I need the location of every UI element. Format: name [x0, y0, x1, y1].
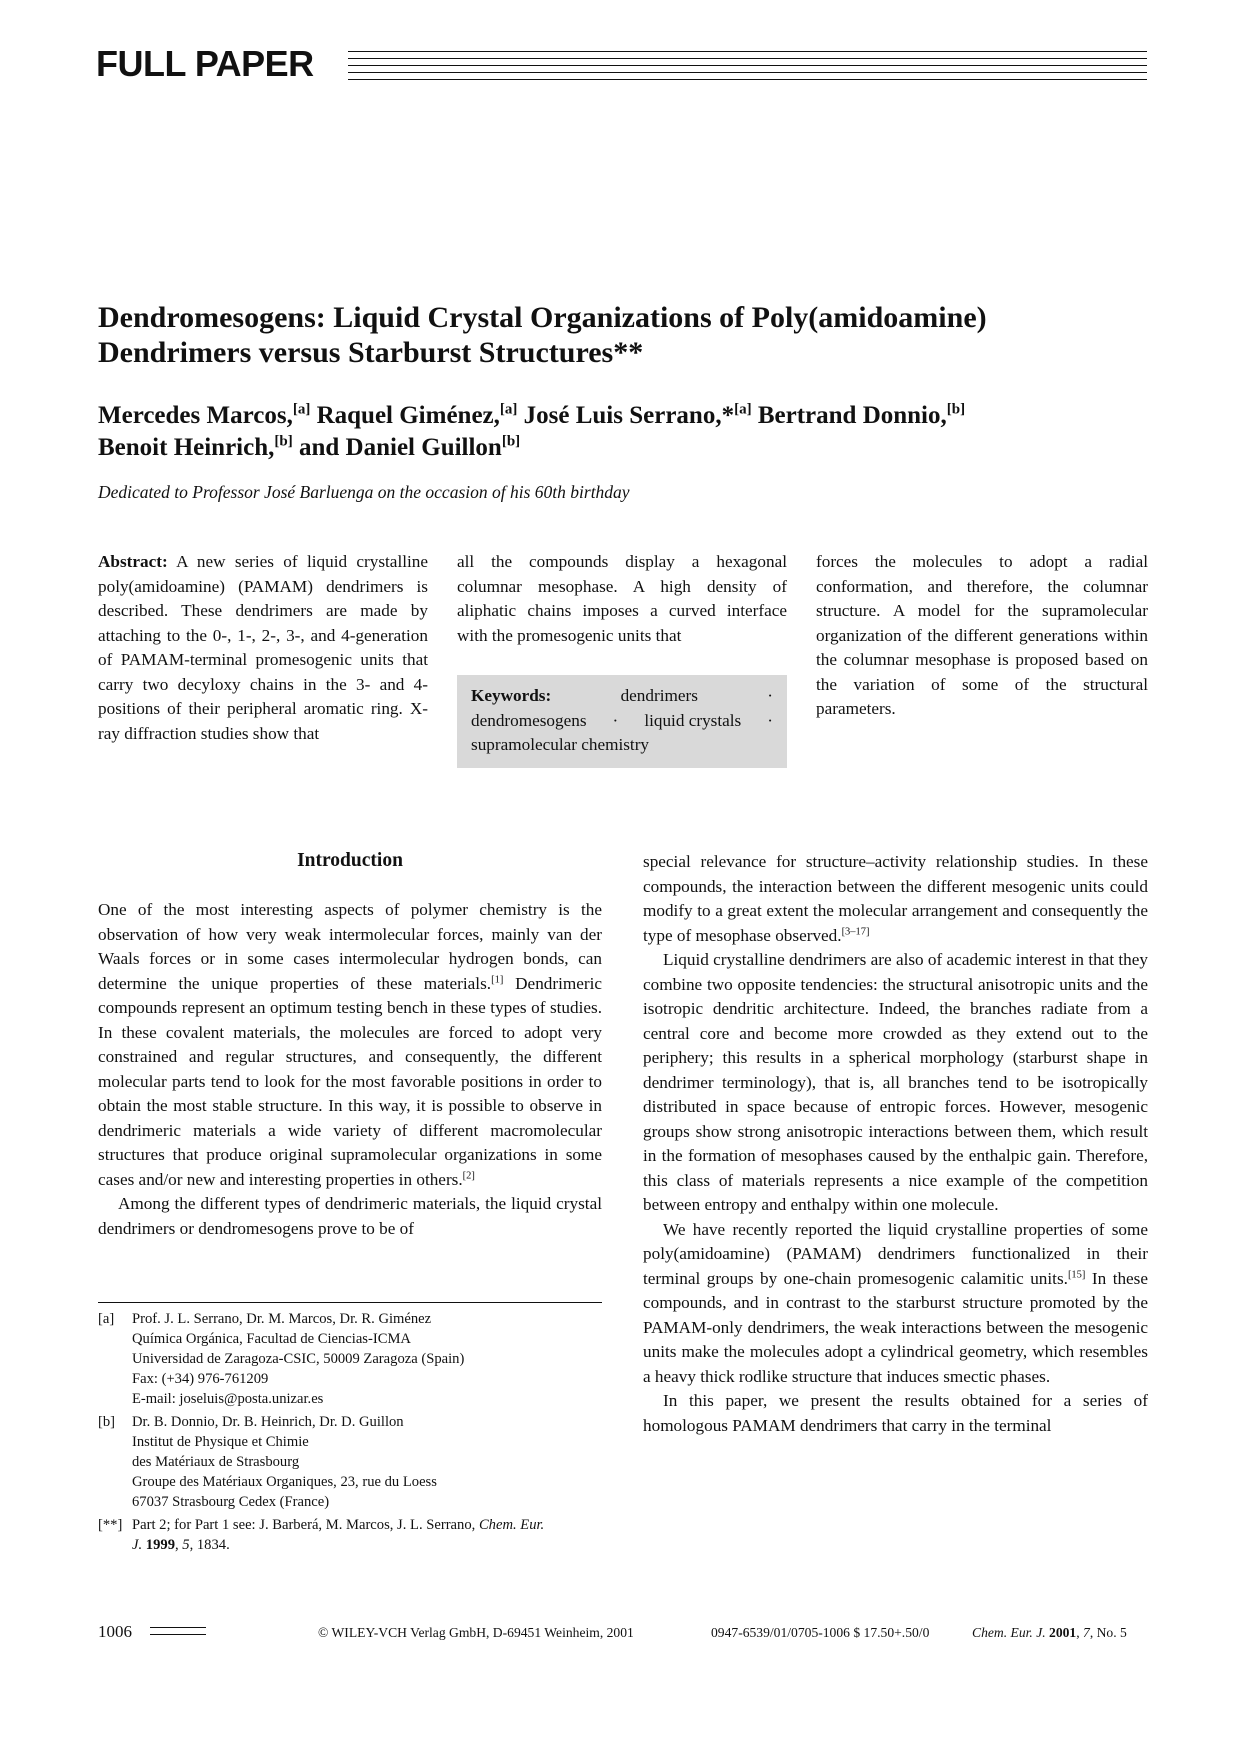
- paragraph: In this paper, we present the results obtained for a series of homologous PAMAM dendrimers that carry in the terminal: [643, 1391, 1148, 1435]
- page-number: 1006: [98, 1622, 132, 1641]
- dedication: Dedicated to Professor José Barluenga on the occasion of his 60th birthday: [98, 482, 630, 502]
- author-name: Bertrand Donnio,: [757, 402, 947, 429]
- footnote-text: [132, 1515, 544, 1555]
- footnote-line: Groupe des Matériaux Organiques, 23, rue du Loess: [132, 1474, 437, 1490]
- citation: [3–17]: [841, 925, 870, 937]
- journal-name: J.: [132, 1537, 143, 1553]
- footnote-line: E-mail: joseluis@posta.unizar.es: [132, 1391, 324, 1407]
- keywords-row: [471, 733, 773, 758]
- citation-volume: 5: [182, 1537, 190, 1553]
- paragraph: [643, 850, 1148, 948]
- footnote-mark: [a]: [98, 1311, 115, 1327]
- abstract-text: all the compounds display a hexagonal columnar mesophase. A high density of aliphatic chains imposes a curved interface with the promesogenic units that: [457, 552, 787, 645]
- section-label: FULL PAPER: [96, 43, 314, 84]
- footnote-line: Institut de Physique et Chimie: [132, 1434, 309, 1450]
- section-heading: Introduction: [297, 850, 403, 871]
- footnote-line: Fax: (+34) 976-761209: [132, 1371, 269, 1387]
- author-name: Daniel Guillon: [345, 434, 502, 461]
- author-name: Benoit Heinrich,: [98, 434, 275, 461]
- keyword: dendromesogens: [471, 710, 587, 730]
- abstract-column-3: [816, 550, 1148, 722]
- paragraph-text: special relevance for structure–activity relationship studies. In these compounds, the interaction between the different mesogenic units could modify to a great extent the molecular arrangement and consequently the type of mesophase observed.: [643, 852, 1148, 945]
- footer-rule: [150, 1627, 206, 1628]
- footnote-mark: [**]: [98, 1517, 123, 1533]
- affiliation-mark: [a]: [499, 401, 518, 418]
- footnote-line: [132, 1515, 544, 1535]
- affiliation-mark: [a]: [734, 401, 752, 418]
- footnote-line: Prof. J. L. Serrano, Dr. M. Marcos, Dr. R. Giménez: [132, 1311, 432, 1327]
- paragraph: [98, 898, 602, 1192]
- abstract-text: forces the molecules to adopt a radial conformation, and therefore, the columnar structure. A model for the supramolecular organization of the different generations within the columnar mesophase is proposed based on the variation of some of the structural parameters.: [816, 552, 1148, 718]
- abstract-text: A new series of liquid crystalline poly(amidoamine) (PAMAM) dendrimers is described. These dendrimers are made by attaching to the 0-, 1-, 2-, 3-, and 4-generation of PAMAM-terminal promesogenic units that carry two decyloxy chains in the 3- and 4-positions of their peripheral aromatic ring. X-ray diffraction studies show that: [98, 552, 428, 743]
- header-rule: [348, 65, 1147, 66]
- author-line: [98, 432, 1148, 464]
- footnote: [98, 1515, 602, 1555]
- keyword-separator: ·: [767, 686, 773, 705]
- journal-year: 2001: [1049, 1625, 1077, 1640]
- author-name: Mercedes Marcos,: [98, 402, 293, 429]
- footnote-text: [132, 1309, 464, 1409]
- footnote-line: J. 1999, 5, 1834.: [132, 1537, 230, 1553]
- author-line: [98, 400, 1148, 432]
- author-name: José Luis Serrano,*: [523, 402, 735, 429]
- footnote-line: Universidad de Zaragoza-CSIC, 50009 Zaragoza (Spain): [132, 1351, 465, 1367]
- paper-title-line: Dendromesogens: Liquid Crystal Organizations of Poly(amidoamine): [98, 301, 987, 334]
- citation: [15]: [1067, 1268, 1086, 1280]
- header-rule: [348, 58, 1147, 59]
- paper-title-line: Dendrimers versus Starburst Structures**: [98, 336, 644, 369]
- footer-journal: Chem. Eur. J. 2001, 7, No. 5: [972, 1625, 1127, 1640]
- keyword-separator: ·: [612, 710, 619, 730]
- footnote-line: Dr. B. Donnio, Dr. B. Heinrich, Dr. D. Guillon: [132, 1414, 404, 1430]
- footnotes: [98, 1309, 602, 1558]
- affiliation-mark: [b]: [501, 433, 521, 450]
- journal-abbreviation: Chem. Eur. J.: [972, 1625, 1046, 1640]
- abstract-column-2: [457, 550, 787, 648]
- keywords-label: Keywords:: [471, 686, 552, 705]
- footnote-mark: [b]: [98, 1414, 116, 1430]
- author-list: [98, 400, 1148, 464]
- citation-pages: , 1834.: [189, 1537, 230, 1553]
- header-rule: [348, 51, 1147, 52]
- keyword-separator: ·: [767, 710, 773, 730]
- citation: [2]: [462, 1169, 475, 1181]
- footnote: [98, 1309, 602, 1409]
- footer-rule: [150, 1634, 206, 1635]
- header-rule: [348, 72, 1147, 73]
- header-rule: [348, 79, 1147, 80]
- abstract-label: Abstract:: [98, 552, 168, 571]
- footnote-line: 67037 Strasbourg Cedex (France): [132, 1494, 330, 1510]
- journal-volume: 7: [1083, 1625, 1090, 1640]
- paragraph-text: Dendrimeric compounds represent an optimum testing bench in these types of studies. In these covalent materials, the molecules are forced to adopt very constrained and regular structures, and consequently, the different molecular parts tend to look for the most favorable positions in order to obtain the most stable structure. In this way, it is possible to observe in dendrimeric materials a wide variety of different macromolecular structures that produce original supramolecular organizations in some cases and/or new and interesting properties in others.: [98, 973, 603, 1189]
- body-column-right: [643, 850, 1148, 1438]
- keywords-box: [457, 675, 787, 768]
- paragraph: Liquid crystalline dendrimers are also of academic interest in that they combine two opposite tendencies: the structural anisotropic units and the isotropic dendritic architecture. Indeed, the branches radiate from a central core and become more crowded as they extend out to the periphery; this results in a spherical morphology (starburst shape in dendrimer terminology), that is, all branches tend to be isotropically distributed in space because of entropic forces. However, mesogenic groups show strong anisotropic interactions between them, which result in the formation of mesophases caused by the enthalpic gain. Therefore, this class of materials represents a nice example of the competition between entropy and enthalpy within one molecule.: [643, 950, 1148, 1214]
- paragraph: [643, 1218, 1148, 1390]
- footnote-rule: [98, 1302, 602, 1303]
- affiliation-mark: [b]: [946, 401, 966, 418]
- footer-issn: 0947-6539/01/0705-1006 $ 17.50+.50/0: [711, 1625, 930, 1640]
- keywords-row: [471, 709, 773, 734]
- author-conjunction: and: [298, 434, 340, 461]
- paragraph-text: One of the most interesting aspects of polymer chemistry is the observation of how very weak intermolecular forces, mainly van der Waals forces or in some cases intermolecular hydrogen bonds, can determine the unique properties of these materials.: [98, 900, 602, 993]
- footnote-line: Química Orgánica, Facultad de Ciencias-ICMA: [132, 1331, 411, 1347]
- paragraph-text: In these compounds, and in contrast to the starburst structure promoted by the PAMAM-only dendrimers, the weak interactions between the mesogenic units make the molecules adopt a cylindrical geometry, which resembles a heavy thick rodlike structure that induces smectic phases.: [643, 1268, 1149, 1386]
- keyword: liquid crystals: [644, 710, 742, 730]
- paragraph-text: We have recently reported the liquid crystalline properties of some poly(amidoamine) (PAMAM) dendrimers functionalized in their terminal groups by one-chain promesogenic calamitic units.: [643, 1219, 1148, 1288]
- footnote: [98, 1412, 602, 1512]
- affiliation-mark: [b]: [274, 433, 293, 450]
- citation: [1]: [491, 973, 504, 985]
- keyword: dendrimers: [620, 686, 698, 705]
- footnote-line-text: Part 2; for Part 1 see: J. Barberá, M. Marcos, J. L. Serrano,: [132, 1517, 479, 1533]
- paragraph: Among the different types of dendrimeric materials, the liquid crystal dendrimers or dendromesogens prove to be of: [98, 1194, 602, 1238]
- abstract-column-1: [98, 550, 428, 746]
- journal-name: Chem. Eur.: [478, 1517, 545, 1533]
- citation-year: 1999: [145, 1537, 175, 1553]
- journal-issue: , No. 5: [1089, 1625, 1127, 1640]
- footnote-line: des Matériaux de Strasbourg: [132, 1454, 300, 1470]
- footer-copyright: © WILEY-VCH Verlag GmbH, D-69451 Weinheim, 2001: [318, 1625, 634, 1640]
- affiliation-mark: [a]: [292, 401, 311, 418]
- paper-title: [98, 300, 1148, 370]
- body-column-left: [98, 898, 602, 1241]
- footnote-text: [132, 1412, 437, 1512]
- author-name: Raquel Giménez,: [316, 402, 500, 429]
- keywords-row: [471, 684, 773, 709]
- keyword: supramolecular chemistry: [471, 735, 650, 754]
